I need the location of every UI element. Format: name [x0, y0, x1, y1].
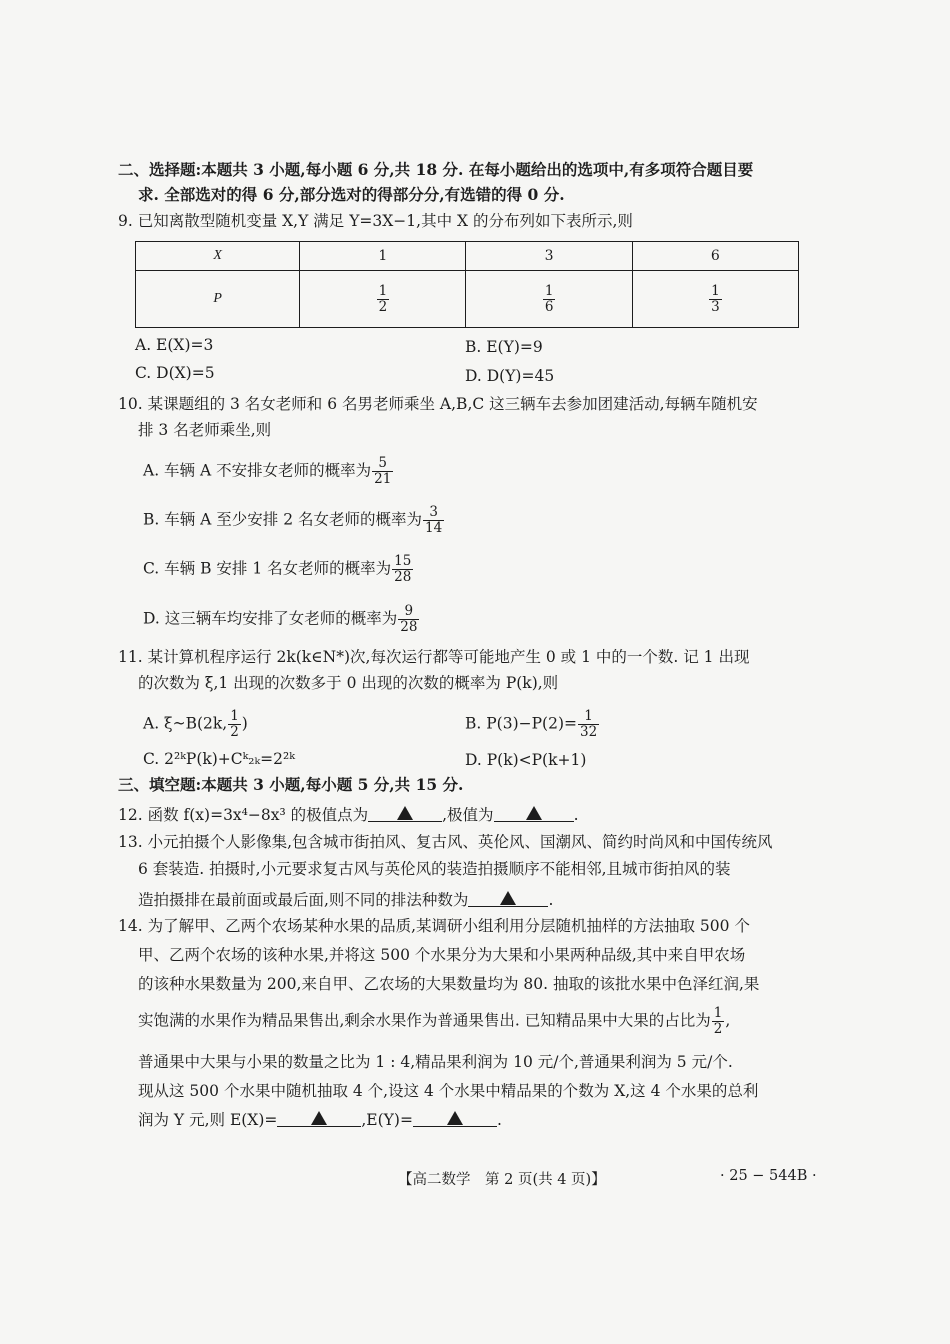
distribution-table [135, 241, 799, 328]
option-a-suffix: ) [241, 714, 248, 733]
q13-line1: 13. 小元拍摄个人影像集,包含城市街拍风、复古风、英伦风、国潮风、简约时尚风和中国传统风 [118, 833, 773, 851]
answer-blank[interactable] [413, 1108, 497, 1127]
q10-stem-line2: 排 3 名老师乘坐,则 [138, 421, 272, 439]
q14-line7 [138, 1108, 502, 1131]
fraction-numerator: 1 [378, 282, 388, 299]
q14-line3: 的该种水果数量为 200,来自甲、乙农场的大果数量均为 80. 抽取的该批水果中色泽红润,果 [138, 975, 760, 993]
q13-line3-suffix: . [548, 891, 554, 909]
fraction-numerator: 15 [394, 553, 412, 569]
fraction-numerator: 1 [713, 1005, 723, 1021]
q11-stem-line1: 11. 某计算机程序运行 2k(k∈N*)次,每次运行都等可能地产生 0 或 1 中的一个数. 记 1 出现 [118, 648, 750, 666]
table-row-x [136, 242, 799, 271]
fraction-denominator: 2 [378, 298, 388, 315]
fraction-numerator: 5 [372, 456, 393, 472]
answer-blank[interactable] [277, 1108, 361, 1127]
q14-line7-suffix: . [496, 1111, 502, 1129]
q10-option-c [143, 554, 414, 585]
q14-line4-suffix: , [725, 1011, 731, 1030]
triangle-icon [397, 806, 413, 820]
fraction-numerator: 1 [578, 709, 599, 725]
triangle-icon [526, 806, 542, 820]
fraction-denominator: 32 [580, 724, 598, 740]
triangle-icon [500, 891, 516, 905]
option-text: B. 车辆 A 至少安排 2 名女老师的概率为 [143, 510, 423, 529]
fraction-denominator: 3 [711, 298, 720, 315]
option-text: A. 车辆 A 不安排女老师的概率为 [143, 461, 372, 480]
page-footer: 【高二数学 第 2 页(共 4 页)】 [398, 1172, 606, 1188]
table-x-label: X [136, 242, 300, 271]
q11-option-d: D. P(k)<P(k+1) [465, 751, 587, 769]
q14-line7-prefix: 润为 Y 元,则 E(X)= [138, 1111, 278, 1129]
q10-option-b [143, 505, 445, 536]
q11-option-c: C. 2²ᵏP(k)+Cᵏ₂ₖ=2²ᵏ [143, 750, 295, 768]
fraction-numerator: 1 [711, 282, 720, 299]
q9-stem: 9. 已知离散型随机变量 X,Y 满足 Y=3X−1,其中 X 的分布列如下表所示,则 [118, 212, 633, 230]
q13-line3-prefix: 造拍摄排在最前面或最后面,则不同的排法种数为 [138, 891, 469, 909]
q14-line4-prefix: 实饱满的水果作为精品果售出,剩余水果作为普通果售出. 已知精品果中大果的占比为 [138, 1011, 711, 1030]
table-p-value-2 [466, 271, 632, 328]
q14-line1: 14. 为了解甲、乙两个农场某种水果的品质,某调研小组利用分层随机抽样的方法抽取 500 个 [118, 917, 750, 935]
q9-option-b: B. E(Y)=9 [465, 338, 543, 356]
q9-option-d: D. D(Y)=45 [465, 367, 555, 385]
q10-option-a [143, 456, 394, 487]
fraction-denominator: 2 [713, 1021, 723, 1037]
q11-option-b [465, 709, 600, 740]
table-p-value-3 [632, 271, 798, 328]
q12-suffix: . [573, 806, 579, 824]
section-2-heading-line1: 二、选择题:本题共 3 小题,每小题 6 分,共 18 分. 在每小题给出的选项中,有多项符合题目要 [118, 160, 754, 179]
fraction-denominator: 28 [400, 619, 418, 635]
option-text: C. 车辆 B 安排 1 名女老师的概率为 [143, 559, 392, 578]
answer-blank[interactable] [368, 803, 442, 822]
q9-option-a: A. E(X)=3 [135, 336, 214, 354]
q13-line3 [138, 888, 553, 911]
option-text: D. 这三辆车均安排了女老师的概率为 [143, 609, 398, 628]
q12-prefix: 12. 函数 f(x)=3x⁴−8x³ 的极值点为 [118, 806, 369, 824]
fraction-denominator: 28 [394, 569, 412, 585]
q14-line5: 普通果中大果与小果的数量之比为 1 : 4,精品果利润为 10 元/个,普通果利润为 5 元/个. [138, 1053, 733, 1071]
q10-option-d [143, 604, 420, 635]
triangle-icon [447, 1111, 463, 1125]
q12-middle: ,极值为 [442, 806, 494, 824]
answer-blank[interactable] [494, 803, 574, 822]
fraction-denominator: 6 [544, 298, 554, 315]
section-3-heading: 三、填空题:本题共 3 小题,每小题 5 分,共 15 分. [118, 775, 464, 794]
q10-stem-line1: 10. 某课题组的 3 名女老师和 6 名男老师乘坐 A,B,C 这三辆车去参加团建活动,每辆车随机安 [118, 395, 758, 413]
q14-line7-middle: ,E(Y)= [361, 1111, 413, 1129]
option-b-prefix: B. P(3)−P(2)= [465, 714, 577, 733]
triangle-icon [311, 1111, 327, 1125]
fraction-denominator: 14 [425, 520, 443, 536]
fraction-denominator: 21 [374, 471, 392, 487]
table-x-value-3: 6 [632, 242, 798, 271]
exam-code: · 25 − 544B · [720, 1168, 817, 1184]
fraction-numerator: 1 [230, 708, 239, 724]
table-p-label: P [136, 271, 300, 328]
answer-blank[interactable] [468, 888, 548, 907]
q13-line2: 6 套装造. 拍摄时,小元要求复古风与英伦风的装造拍摄顺序不能相邻,且城市街拍风的装 [138, 860, 731, 878]
fraction-numerator: 9 [398, 604, 419, 620]
table-p-value-1 [300, 271, 466, 328]
table-x-value-2: 3 [466, 242, 632, 271]
table-row-p [136, 271, 799, 328]
q14-line6: 现从这 500 个水果中随机抽取 4 个,设这 4 个水果中精品果的个数为 X,这 4 个水果的总利 [138, 1082, 759, 1100]
q11-stem-line2: 的次数为 ξ,1 出现的次数多于 0 出现的次数的概率为 P(k),则 [138, 674, 559, 692]
option-a-prefix: A. ξ~B(2k, [143, 714, 228, 733]
q11-option-a [143, 709, 248, 740]
section-2-heading-line2: 求. 全部选对的得 6 分,部分选对的得部分分,有选错的得 0 分. [138, 185, 565, 204]
q12-line [118, 803, 579, 826]
q14-line2: 甲、乙两个农场的该种水果,并将这 500 个水果分为大果和小果两种品级,其中来自甲农场 [138, 946, 746, 964]
table-x-value-1: 1 [300, 242, 466, 271]
q9-option-c: C. D(X)=5 [135, 364, 215, 382]
fraction-denominator: 2 [230, 724, 239, 740]
q14-line4 [138, 1006, 730, 1037]
fraction-numerator: 3 [423, 505, 444, 521]
fraction-numerator: 1 [544, 282, 554, 299]
